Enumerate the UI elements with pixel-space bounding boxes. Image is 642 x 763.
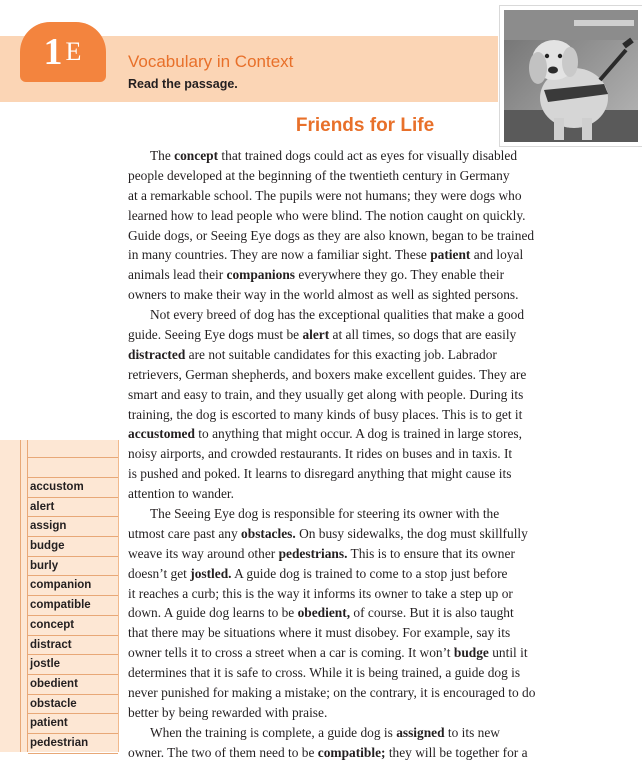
passage-line	[128, 484, 580, 504]
passage-text: The	[150, 148, 175, 163]
passage-text: it reaches a curb; this is the way it informs its owner to take a step up or	[128, 585, 513, 601]
vocabulary-word-highlight: companions	[226, 267, 296, 283]
passage-text: of course. But it is also taught	[350, 605, 514, 621]
passage-title: Friends for Life	[295, 115, 435, 136]
vocabulary-word-item: assign	[28, 517, 118, 537]
vocabulary-word-item: compatible	[28, 596, 118, 616]
passage-text: This is to ensure that its owner	[347, 545, 515, 561]
passage-text: owner tells it to cross a street when a car is coming. It won’t	[128, 645, 454, 661]
passage-text: at a remarkable school. The pupils were not humans; they were dogs who	[128, 187, 522, 203]
vocabulary-word-item: obedient	[28, 675, 118, 695]
passage-text: retrievers, German shepherds, and boxers make excellent guides. They are	[128, 366, 527, 382]
vocabulary-word-highlight: pedestrians.	[278, 545, 348, 561]
passage-line	[128, 166, 580, 186]
word-box-gutter	[20, 440, 28, 752]
passage-line	[128, 524, 580, 544]
passage-text: never punished for making a mistake; on the contrary, it is encouraged to do	[128, 685, 536, 701]
passage-line	[128, 385, 580, 405]
passage-line	[128, 444, 580, 464]
passage-line	[128, 206, 580, 226]
passage-text: at all times, so dogs that are easily	[329, 327, 517, 343]
passage-line	[128, 544, 580, 564]
passage-text: Guide dogs, or Seeing Eye dogs as they are also known, began to be trained	[128, 227, 535, 243]
vocabulary-word-highlight: distracted	[128, 346, 186, 362]
vocabulary-word-item: alert	[28, 498, 118, 518]
passage-text: utmost care past any	[128, 525, 242, 541]
vocabulary-word-highlight: compatible;	[317, 744, 386, 760]
vocabulary-word-highlight: obedient,	[297, 605, 351, 621]
vocabulary-word-highlight: assigned	[396, 724, 445, 740]
passage-text: that trained dogs could act as eyes for visually disabled	[218, 148, 518, 163]
passage-line	[128, 464, 580, 484]
vocabulary-word-item: accustom	[28, 478, 118, 498]
passage-text: are not suitable candidates for this exacting job. Labrador	[185, 346, 497, 362]
passage-text: that there may be situations where it must disobey. For example, say its	[128, 625, 511, 641]
vocabulary-word-highlight: concept	[174, 148, 219, 163]
passage-text: A guide dog is trained to come to a stop just before	[231, 565, 508, 581]
passage-line	[128, 186, 580, 206]
passage-line	[128, 743, 580, 763]
vocabulary-word-box	[0, 440, 119, 752]
passage-text: smart and easy to train, and they usually get along with people. During its	[128, 386, 524, 402]
vocabulary-word-highlight: alert	[302, 327, 330, 343]
passage-text: weave its way around other	[128, 545, 279, 561]
vocabulary-word-highlight: patient	[430, 247, 471, 263]
vocabulary-word-item: pedestrian	[28, 734, 118, 754]
passage-text: When the training is complete, a guide dog is	[150, 724, 397, 740]
passage-line	[128, 285, 580, 305]
passage-body	[128, 146, 580, 763]
vocabulary-word-item: jostle	[28, 655, 118, 675]
vocabulary-word-highlight: obstacles.	[241, 525, 296, 541]
passage-text: to anything that might occur. A dog is trained in large stores,	[194, 426, 522, 442]
passage-text: training, the dog is escorted to many kinds of busy places. This is to get it	[128, 406, 523, 422]
passage-text: owners to make their way in the world almost as well as sighted persons.	[128, 287, 519, 303]
passage-text: they will be together for a	[385, 744, 528, 760]
vocabulary-word-highlight: jostled.	[190, 565, 232, 581]
passage-text: learned how to lead people who were blind. The notion caught on quickly.	[128, 207, 526, 223]
passage-text: determines that it is safe to cross. While it is being trained, a guide dog is	[128, 665, 521, 681]
passage-line	[128, 703, 580, 723]
passage-text: in many countries. They are now a familiar sight. These	[128, 247, 431, 263]
passage-line	[128, 564, 580, 584]
passage-line	[128, 663, 580, 683]
lesson-badge	[20, 22, 106, 82]
passage-line	[128, 365, 580, 385]
vocabulary-word-item: concept	[28, 616, 118, 636]
passage-text: to its new	[444, 724, 500, 740]
dog-illustration-icon	[504, 10, 638, 142]
vocabulary-word-item: budge	[28, 537, 118, 557]
passage-line	[128, 683, 580, 703]
passage-text: better by being rewarded with praise.	[128, 704, 328, 720]
vocabulary-word-item: burly	[28, 557, 118, 577]
passage-text: On busy sidewalks, the dog must skillfully	[295, 525, 528, 541]
vocabulary-word-item: companion	[28, 576, 118, 596]
passage-text: The Seeing Eye dog is responsible for steering its owner with the	[150, 506, 500, 522]
passage-text: down. A guide dog learns to be	[128, 605, 298, 621]
vocabulary-word-item: obstacle	[28, 695, 118, 715]
passage-line	[128, 603, 580, 623]
passage-line	[128, 424, 580, 444]
passage-line	[128, 584, 580, 604]
passage-text: attention to wander.	[128, 486, 234, 502]
lesson-number: 1	[43, 31, 64, 73]
guide-dog-photo	[500, 6, 642, 146]
passage-line	[128, 226, 580, 246]
passage-text: owner. The two of them need to be	[128, 744, 318, 760]
vocabulary-word-highlight: accustomed	[128, 426, 195, 442]
lesson-letter: E	[65, 37, 83, 66]
passage-line	[128, 345, 580, 365]
section-title: Vocabulary in Context	[128, 52, 294, 71]
passage-line	[128, 623, 580, 643]
passage-text: everywhere they go. They enable their	[295, 267, 505, 283]
passage-text: guide. Seeing Eye dogs must be	[128, 327, 303, 343]
passage-text: and loyal	[470, 247, 524, 263]
passage-line	[128, 723, 580, 743]
passage-text: Not every breed of dog has the exceptional qualities that make a good	[150, 307, 525, 323]
passage-line	[128, 325, 580, 345]
vocabulary-word-highlight: budge	[453, 645, 489, 661]
passage-line	[128, 504, 580, 524]
passage-line	[128, 643, 580, 663]
instruction-text: Read the passage.	[128, 77, 238, 91]
vocabulary-word-item: patient	[28, 714, 118, 734]
passage-text: doesn’t get	[128, 565, 191, 581]
word-box-rule	[28, 457, 118, 458]
passage-line	[128, 245, 580, 265]
passage-line	[128, 265, 580, 285]
passage-text: animals lead their	[128, 267, 227, 283]
passage-text: people developed at the beginning of the twentieth century in Germany	[128, 167, 510, 183]
passage-text: is pushed and poked. It learns to disregard anything that might cause its	[128, 466, 512, 482]
passage-text: noisy airports, and crowded restaurants. It rides on buses and in taxis. It	[128, 446, 513, 462]
passage-line	[128, 405, 580, 425]
vocabulary-word-list	[28, 478, 118, 754]
vocabulary-word-item: distract	[28, 636, 118, 656]
passage-text: until it	[488, 645, 528, 661]
passage-line	[128, 146, 580, 166]
passage-line	[128, 305, 580, 325]
